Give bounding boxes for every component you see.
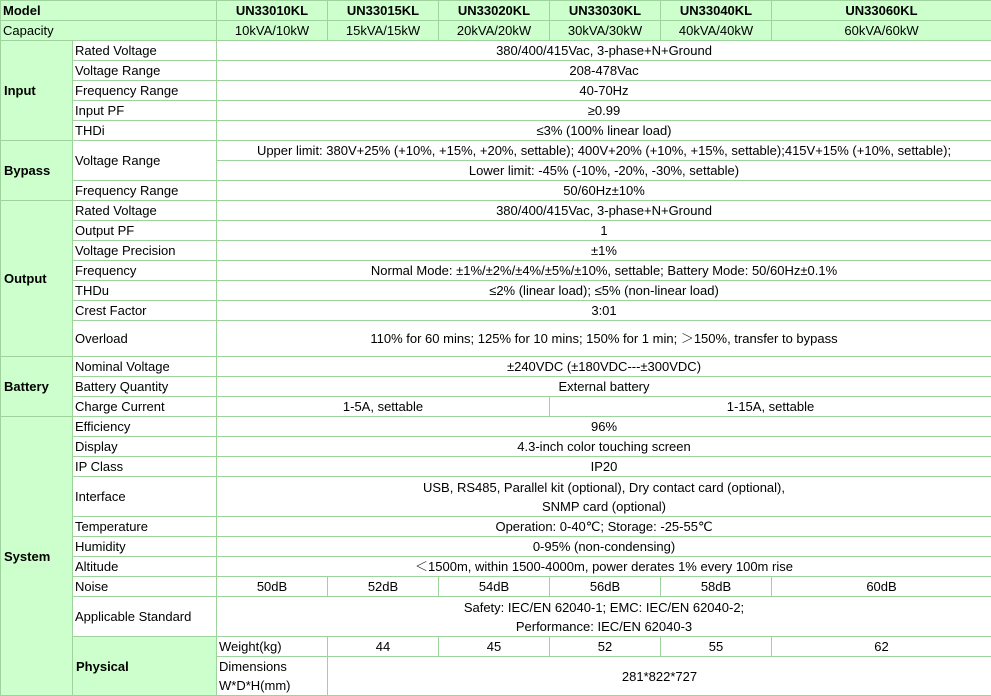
row-value: 1 <box>217 221 991 241</box>
table-row <box>1 281 991 301</box>
row-label: Temperature <box>73 517 217 537</box>
table-row <box>1 141 991 161</box>
table-row <box>1 221 991 241</box>
model-name: UN33030KL <box>550 1 661 21</box>
table-row <box>1 377 991 397</box>
standard-line-1: Safety: IEC/EN 62040-1; EMC: IEC/EN 62040-2; <box>463 599 745 615</box>
capacity-value: 10kVA/10kW <box>217 21 328 41</box>
table-row <box>1 241 991 261</box>
row-value: ≥0.99 <box>217 101 991 121</box>
group-system: System <box>1 417 73 696</box>
row-label: THDi <box>73 121 217 141</box>
row-value: 1-5A, settable <box>217 397 550 417</box>
noise-value: 60dB <box>772 577 991 597</box>
row-label: Voltage Precision <box>73 241 217 261</box>
row-value: ＜1500m, within 1500-4000m, power derates 1% every 100m rise <box>217 557 991 577</box>
table-row <box>1 477 991 517</box>
row-value: 110% for 60 mins; 125% for 10 mins; 150% for 1 min; ＞150%, transfer to bypass <box>217 321 991 357</box>
capacity-value: 20kVA/20kW <box>439 21 550 41</box>
row-value: 0-95% (non-condensing) <box>217 537 991 557</box>
row-value: 281*822*727 <box>328 657 991 696</box>
row-value: 380/400/415Vac, 3-phase+N+Ground <box>217 201 991 221</box>
row-label: Display <box>73 437 217 457</box>
row-label: Altitude <box>73 557 217 577</box>
row-label: THDu <box>73 281 217 301</box>
row-label: Input PF <box>73 101 217 121</box>
model-label: Model <box>1 1 217 21</box>
group-output: Output <box>1 201 73 357</box>
row-value: Normal Mode: ±1%/±2%/±4%/±5%/±10%, settable; Battery Mode: 50/60Hz±0.1% <box>217 261 991 281</box>
table-row <box>1 457 991 477</box>
group-bypass: Bypass <box>1 141 73 201</box>
row-label: Frequency Range <box>73 181 217 201</box>
noise-value: 50dB <box>217 577 328 597</box>
capacity-value: 30kVA/30kW <box>550 21 661 41</box>
row-value: 50/60Hz±10% <box>217 181 991 201</box>
weight-value: 62 <box>772 637 991 657</box>
table-row <box>1 357 991 377</box>
row-value: External battery <box>217 377 991 397</box>
capacity-row <box>1 21 991 41</box>
model-name: UN33015KL <box>328 1 439 21</box>
model-name: UN33060KL <box>772 1 991 21</box>
weight-value: 55 <box>661 637 772 657</box>
table-row <box>1 437 991 457</box>
capacity-value: 60kVA/60kW <box>772 21 991 41</box>
group-battery: Battery <box>1 357 73 417</box>
row-value: 208-478Vac <box>217 61 991 81</box>
model-name: UN33040KL <box>661 1 772 21</box>
row-label: Rated Voltage <box>73 41 217 61</box>
interface-line-1: USB, RS485, Parallel kit (optional), Dry contact card (optional), <box>423 479 785 495</box>
table-row <box>1 201 991 221</box>
row-value: ≤2% (linear load); ≤5% (non-linear load) <box>217 281 991 301</box>
capacity-value: 40kVA/40kW <box>661 21 772 41</box>
table-row <box>1 577 991 597</box>
weight-value: 44 <box>328 637 439 657</box>
row-label: IP Class <box>73 457 217 477</box>
model-row <box>1 1 991 21</box>
table-row <box>1 397 991 417</box>
row-value: ≤3% (100% linear load) <box>217 121 991 141</box>
table-row <box>1 637 991 657</box>
row-value: 1-15A, settable <box>550 397 991 417</box>
row-label: Voltage Range <box>73 61 217 81</box>
row-label <box>217 657 328 696</box>
row-value: 4.3-inch color touching screen <box>217 437 991 457</box>
dimensions-label-line-2: W*D*H(mm) <box>219 678 291 693</box>
row-value: Lower limit: -45% (-10%, -20%, -30%, settable) <box>217 161 991 181</box>
row-label: Efficiency <box>73 417 217 437</box>
table-row <box>1 181 991 201</box>
table-row <box>1 537 991 557</box>
row-value: Upper limit: 380V+25% (+10%, +15%, +20%, settable); 400V+20% (+10%, +15%, settable);415V+15% (+10%, settable); <box>217 141 991 161</box>
row-value: 40-70Hz <box>217 81 991 101</box>
row-label: Weight(kg) <box>217 637 328 657</box>
model-name: UN33010KL <box>217 1 328 21</box>
model-name: UN33020KL <box>439 1 550 21</box>
row-label: Interface <box>73 477 217 517</box>
row-value <box>217 477 991 517</box>
row-value: Operation: 0-40℃; Storage: -25-55℃ <box>217 517 991 537</box>
weight-value: 45 <box>439 637 550 657</box>
row-label: Noise <box>73 577 217 597</box>
standard-line-2: Performance: IEC/EN 62040-3 <box>515 618 693 634</box>
row-label: Crest Factor <box>73 301 217 321</box>
table-row <box>1 81 991 101</box>
table-row <box>1 557 991 577</box>
row-label: Humidity <box>73 537 217 557</box>
dimensions-label-line-1: Dimensions <box>219 659 287 674</box>
row-label: Rated Voltage <box>73 201 217 221</box>
row-value: 3:01 <box>217 301 991 321</box>
table-row <box>1 101 991 121</box>
row-value: 380/400/415Vac, 3-phase+N+Ground <box>217 41 991 61</box>
capacity-value: 15kVA/15kW <box>328 21 439 41</box>
table-row <box>1 61 991 81</box>
row-label: Output PF <box>73 221 217 241</box>
row-value <box>217 597 991 637</box>
table-row <box>1 321 991 357</box>
capacity-label: Capacity <box>1 21 217 41</box>
noise-value: 56dB <box>550 577 661 597</box>
group-input: Input <box>1 41 73 141</box>
row-label: Charge Current <box>73 397 217 417</box>
table-row <box>1 517 991 537</box>
row-label: Nominal Voltage <box>73 357 217 377</box>
interface-line-2: SNMP card (optional) <box>541 498 667 514</box>
weight-value: 52 <box>550 637 661 657</box>
noise-value: 58dB <box>661 577 772 597</box>
table-row <box>1 261 991 281</box>
row-label: Voltage Range <box>73 141 217 181</box>
row-label: Battery Quantity <box>73 377 217 397</box>
table-row <box>1 597 991 637</box>
noise-value: 54dB <box>439 577 550 597</box>
row-value: ±1% <box>217 241 991 261</box>
row-label: Overload <box>73 321 217 357</box>
row-label: Frequency <box>73 261 217 281</box>
row-label: Frequency Range <box>73 81 217 101</box>
table-row <box>1 121 991 141</box>
row-value: 96% <box>217 417 991 437</box>
row-value: IP20 <box>217 457 991 477</box>
group-physical: Physical <box>73 637 217 696</box>
row-label: Applicable Standard <box>73 597 217 637</box>
noise-value: 52dB <box>328 577 439 597</box>
row-value: ±240VDC (±180VDC---±300VDC) <box>217 357 991 377</box>
table-row <box>1 301 991 321</box>
table-row <box>1 41 991 61</box>
table-row <box>1 417 991 437</box>
